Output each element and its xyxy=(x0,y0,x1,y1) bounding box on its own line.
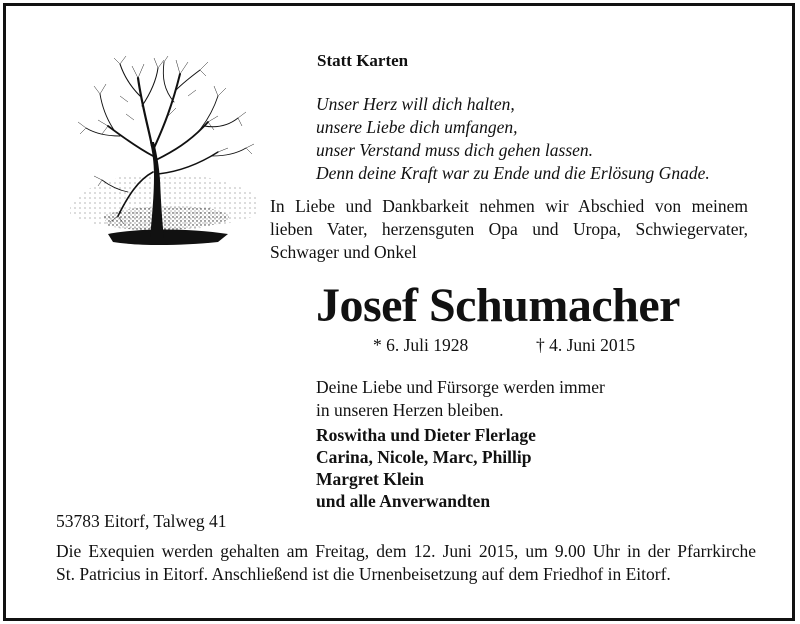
deceased-name: Josef Schumacher xyxy=(316,279,680,332)
tree-illustration xyxy=(68,56,258,252)
intro-line: Schwager und Onkel xyxy=(270,242,417,262)
mourner-line: Margret Klein xyxy=(316,469,425,489)
love-line: Deine Liebe und Fürsorge werden immer xyxy=(316,377,605,397)
poem-line: unsere Liebe dich umfangen, xyxy=(316,117,518,137)
love-text xyxy=(316,376,605,422)
mourner-line: und alle Anverwandten xyxy=(316,491,491,511)
funeral-notice xyxy=(56,540,756,586)
statt-karten-heading: Statt Karten xyxy=(317,51,409,70)
mourner-line: Roswitha und Dieter Flerlage xyxy=(316,425,536,445)
death-date: † 4. Juni 2015 xyxy=(536,335,636,355)
poem-line: Denn deine Kraft war zu Ende und die Erlösung Gnade. xyxy=(316,163,710,183)
funeral-line: Die Exequien werden gehalten am Freitag, dem 12. Juni 2015, um 9.00 Uhr in der Pfarrkirche xyxy=(56,541,756,561)
poem-line: Unser Herz will dich halten, xyxy=(316,94,515,114)
poem-line: unser Verstand muss dich gehen lassen. xyxy=(316,140,594,160)
address: 53783 Eitorf, Talweg 41 xyxy=(56,511,227,531)
love-line: in unseren Herzen bleiben. xyxy=(316,400,504,420)
mourners-list xyxy=(316,424,536,512)
farewell-intro xyxy=(270,195,748,264)
birth-date: * 6. Juli 1928 xyxy=(373,335,469,355)
mourner-line: Carina, Nicole, Marc, Phillip xyxy=(316,447,532,467)
intro-line: lieben Vater, herzensguten Opa und Uropa, Schwiegervater, xyxy=(270,219,748,239)
poem xyxy=(316,93,710,185)
funeral-line: St. Patricius in Eitorf. Anschließend ist die Urnenbeisetzung auf dem Friedhof in Eitorf. xyxy=(56,564,671,584)
obituary-card xyxy=(3,3,795,621)
intro-line: In Liebe und Dankbarkeit nehmen wir Abschied von meinem xyxy=(270,196,748,216)
